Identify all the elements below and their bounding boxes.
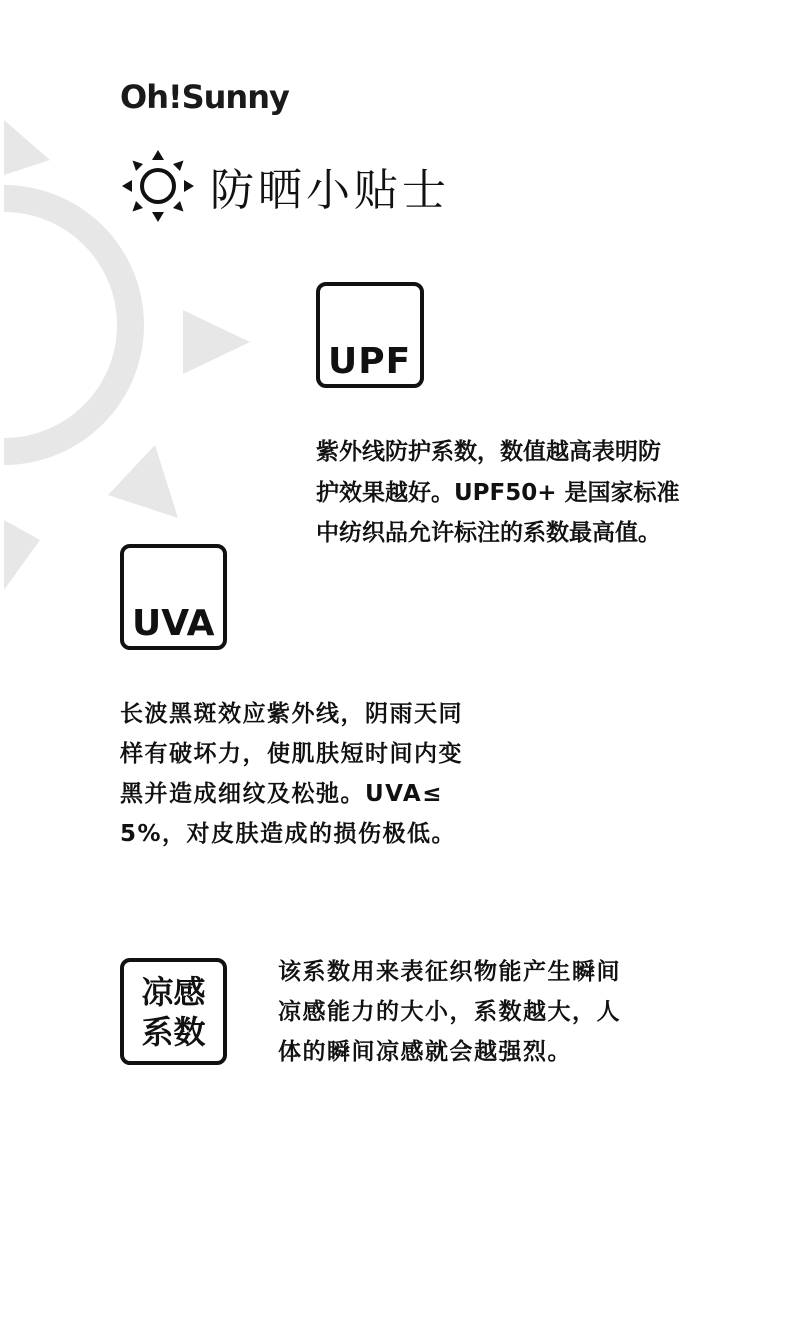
sun-icon [118,146,198,226]
cooling-description [278,952,621,1072]
uva-description [120,694,463,854]
page-header [118,146,450,226]
upf-badge-label: UPF [328,341,412,382]
cooling-description-line: 体的瞬间凉感就会越强烈。 [278,1039,572,1065]
upf-description-line: 中纺织品允许标注的系数最高值。 [316,520,661,546]
upf-badge [316,282,424,388]
page-title: 防晒小贴士 [210,165,450,216]
uva-badge [120,544,227,650]
brand-logo: Oh!Sunny [120,78,289,116]
upf-description-line: 护效果越好。UPF50+ 是国家标准 [316,479,680,506]
uva-description-line: 黑并造成细纹及松弛。UVA≤ [120,781,443,807]
cooling-badge-line: 系数 [141,1013,206,1051]
cooling-badge [120,958,227,1065]
uva-badge-label: UVA [132,603,215,644]
cooling-description-line: 该系数用来表征织物能产生瞬间 [278,959,621,985]
upf-description [316,432,680,554]
uva-description-line: 5%，对皮肤造成的损伤极低。 [120,821,457,847]
uva-description-line: 长波黑斑效应紫外线，阴雨天同 [120,701,463,727]
uva-description-line: 样有破坏力，使肌肤短时间内变 [120,741,463,767]
cooling-badge-line: 凉感 [141,973,206,1011]
cooling-description-line: 凉感能力的大小，系数越大，人 [278,999,621,1025]
cooling-badge-label [124,972,223,1052]
upf-description-line: 紫外线防护系数，数值越高表明防 [316,439,661,465]
